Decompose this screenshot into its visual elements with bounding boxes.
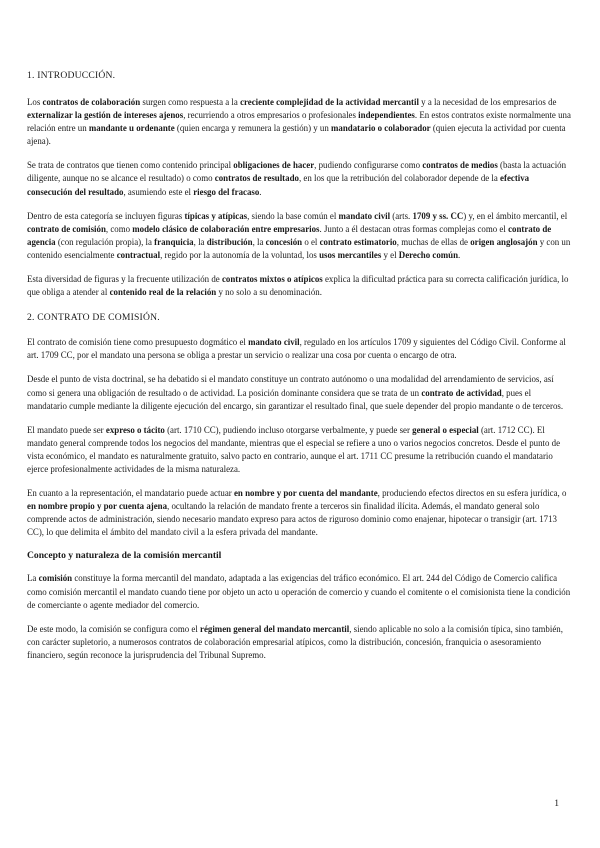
text-run: o el xyxy=(302,236,320,247)
bold-term: riesgo del fracaso xyxy=(193,186,260,197)
bold-term: mandato civil xyxy=(338,210,391,221)
text-run: , siendo la base común el xyxy=(247,210,339,221)
bold-term: concesión xyxy=(265,236,303,247)
text-run: ) y, en el ámbito mercantil, el xyxy=(463,210,568,221)
text-run: De este modo, la comisión se configura como el xyxy=(27,623,201,634)
bold-term: 1709 y ss. CC xyxy=(412,210,464,221)
bold-term: usos mercantiles xyxy=(319,249,382,260)
bold-term: contratos de medios xyxy=(422,160,498,171)
text-run: El mandato puede ser xyxy=(27,424,106,435)
bold-term: independientes xyxy=(358,110,415,121)
bold-term: efectiva consecución del resultado xyxy=(27,173,530,197)
text-run: El contrato de comisión tiene como presupuesto dogmático el xyxy=(27,337,249,348)
text-run: , regulado en los artículos 1709 y siguientes del Código Civil. Conforme al art. 1709 CC, por el mandato una persona se obliga a prestar un servicio o realizar una cosa por cuenta o encargo de otra. xyxy=(27,337,566,361)
bold-term: contratos mixtos o atípicos xyxy=(221,274,323,285)
paragraph-comision-5 xyxy=(27,572,573,611)
text-run: , produciendo efectos directos en su esfera jurídica, o xyxy=(377,488,567,499)
bold-term: Derecho común xyxy=(398,249,459,260)
page-number: 1 xyxy=(554,798,559,809)
paragraph-comision-4 xyxy=(27,487,573,539)
text-run: Desde el punto de vista doctrinal, se ha debatido si el mandato constituye un contrato autónomo o una modalidad del arrendamiento de servicios, así como si genera una obligación de resultado o de actividad. La posición dominante considera que se trata de un xyxy=(27,374,554,398)
text-run: y no solo a su denominación. xyxy=(216,287,322,298)
text-run: Los xyxy=(27,97,43,107)
text-run: (con regulación propia), la xyxy=(55,236,155,247)
text-run: , como xyxy=(105,223,133,234)
paragraph-comision-1 xyxy=(27,336,573,362)
bold-term: contrato estimatorio xyxy=(319,236,397,247)
text-run: (quien ejecuta la actividad por cuenta ajena). xyxy=(27,123,566,147)
bold-term: mandato civil xyxy=(248,337,300,348)
bold-term: franquicia xyxy=(154,236,194,247)
text-run: . xyxy=(458,249,461,260)
text-run: , la xyxy=(193,236,207,247)
bold-term: mandante u ordenante xyxy=(88,123,175,134)
text-run: , ocultando la relación de mandato frente a terceros sin finalidad ilícita. Además, el mandato general solo comprende actos de administración, siendo necesario mandato expreso para actos de riguroso dominio como enajenar, hipotecar o transigir (art. 1713 CC), lo que delimita el ámbito del mandato civil a la esfera privada del mandante. xyxy=(27,501,557,538)
bold-term: contrato de actividad xyxy=(421,387,502,398)
text-run: (art. 1710 CC), pudiendo incluso otorgarse verbalmente, y puede ser xyxy=(164,424,413,435)
section-title-introduccion: 1. INTRODUCCIÓN. xyxy=(27,70,116,81)
text-run: (art. 1712 CC). El mandato general comprende todos los negocios del mandante, mientras que el especial se refiere a uno o varios negocios concretos. Desde el punto de vista económico, el mandato es naturalmente gratuito, salvo pacto en contrario, aunque el art. 1711 CC presume la retribución cuando el mandatario ejerce profesionalmente actividades de la misma naturaleza. xyxy=(27,424,561,474)
bold-term: en nombre propio y por cuenta ajena xyxy=(27,501,168,512)
bold-term: general o especial xyxy=(412,424,479,435)
bold-term: obligaciones de hacer xyxy=(233,160,315,171)
text-run: , asumiendo este el xyxy=(123,186,194,197)
text-run: La xyxy=(27,573,39,584)
paragraph-comision-6 xyxy=(27,623,573,662)
bold-term: expreso o tácito xyxy=(105,424,165,435)
bold-term: creciente complejidad de la actividad mercantil xyxy=(240,97,419,107)
text-run: y con un contenido esencialmente xyxy=(27,236,571,260)
paragraph-comision-2 xyxy=(27,373,573,412)
paragraph-comision-3 xyxy=(27,424,573,476)
text-run: Esta diversidad de figuras y la frecuente utilización de xyxy=(27,274,222,285)
text-run: , pudiendo configurarse como xyxy=(314,160,423,171)
section-title-comision: 2. CONTRATO DE COMISIÓN. xyxy=(27,312,160,324)
bold-term: comisión xyxy=(38,573,73,584)
bold-term: típicas y atípicas xyxy=(184,210,248,221)
text-run: (arts. xyxy=(390,210,413,221)
text-run: , la xyxy=(252,236,266,247)
text-run: , pues el mandatario cumple mediante la diligente ejecución del encargo, sin garantizar el resultado final, que suele depender del propio mandante o de terceros. xyxy=(27,387,564,411)
bold-term: origen anglosajón xyxy=(470,236,538,247)
document-page xyxy=(27,70,573,662)
bold-term: modelo clásico de colaboración entre empresarios xyxy=(132,223,320,234)
text-run: En cuanto a la representación, el mandatario puede actuar xyxy=(27,488,234,499)
text-run: y a la necesidad de los empresarios de xyxy=(418,97,557,107)
text-run: Dentro de esta categoría se incluyen figuras xyxy=(27,210,185,221)
subsection-title: Concepto y naturaleza de la comisión mercantil xyxy=(27,550,222,562)
paragraph-intro-2 xyxy=(27,159,573,198)
bold-term: distribución xyxy=(206,236,253,247)
text-run: y el xyxy=(381,249,399,260)
bold-term: contrato de comisión xyxy=(27,223,106,234)
text-run: , en los que la retribución del colaborador depende de la xyxy=(298,173,501,184)
text-run: , regido por la autonomía de la voluntad, los xyxy=(160,249,320,260)
paragraph-intro-1 xyxy=(27,96,573,148)
bold-term: mandatario o colaborador xyxy=(331,123,431,134)
text-run: . Junto a él destacan otras formas complejas como el xyxy=(319,223,509,234)
text-run: explica la dificultad práctica para su correcta calificación jurídica, lo que obliga a atender al xyxy=(27,274,569,298)
text-run: surgen como respuesta a la xyxy=(140,97,241,107)
text-run: . xyxy=(259,186,262,197)
text-run: , siendo aplicable no solo a la comisión típica, sino también, con carácter supletorio, a numerosos contratos de colaboración empresarial atípicos, como la distribución, concesión, franquicia o asesoramiento financiero, según reconoce la jurisprudencia del Tribunal Supremo. xyxy=(27,623,563,660)
text-run: (quien encarga y remunera la gestión) y un xyxy=(174,123,331,134)
text-run: (basta la actuación diligente, aunque no se alcance el resultado) o como xyxy=(27,160,567,184)
bold-term: en nombre y por cuenta del mandante xyxy=(233,488,378,499)
bold-term: contratos de colaboración xyxy=(42,97,141,107)
bold-term: contractual xyxy=(116,249,161,260)
text-run: Se trata de contratos que tienen como contenido principal xyxy=(27,160,234,171)
bold-term: externalizar la gestión de intereses ajenos xyxy=(27,110,184,121)
text-run: , recurriendo a otros empresarios o profesionales xyxy=(183,110,359,121)
text-run: constituye la forma mercantil del mandato, adaptada a las exigencias del tráfico económico. El art. 244 del Código de Comercio califica como comisión mercantil el mandato cuando tiene por objeto un acto u operación de comercio y cuando el comitente o el comisionista tiene la condición de comerciante o agente mediador del comercio. xyxy=(27,573,571,610)
text-run: . En estos contratos existe normalmente una relación entre un xyxy=(27,110,571,134)
bold-term: contenido real de la relación xyxy=(109,287,217,298)
bold-term: régimen general del mandato mercantil xyxy=(200,623,350,634)
paragraph-intro-3 xyxy=(27,210,573,262)
text-run: , muchas de ellas de xyxy=(396,236,471,247)
bold-term: contratos de resultado xyxy=(214,173,299,184)
paragraph-intro-4 xyxy=(27,273,573,299)
bold-term: contrato de agencia xyxy=(27,223,552,247)
